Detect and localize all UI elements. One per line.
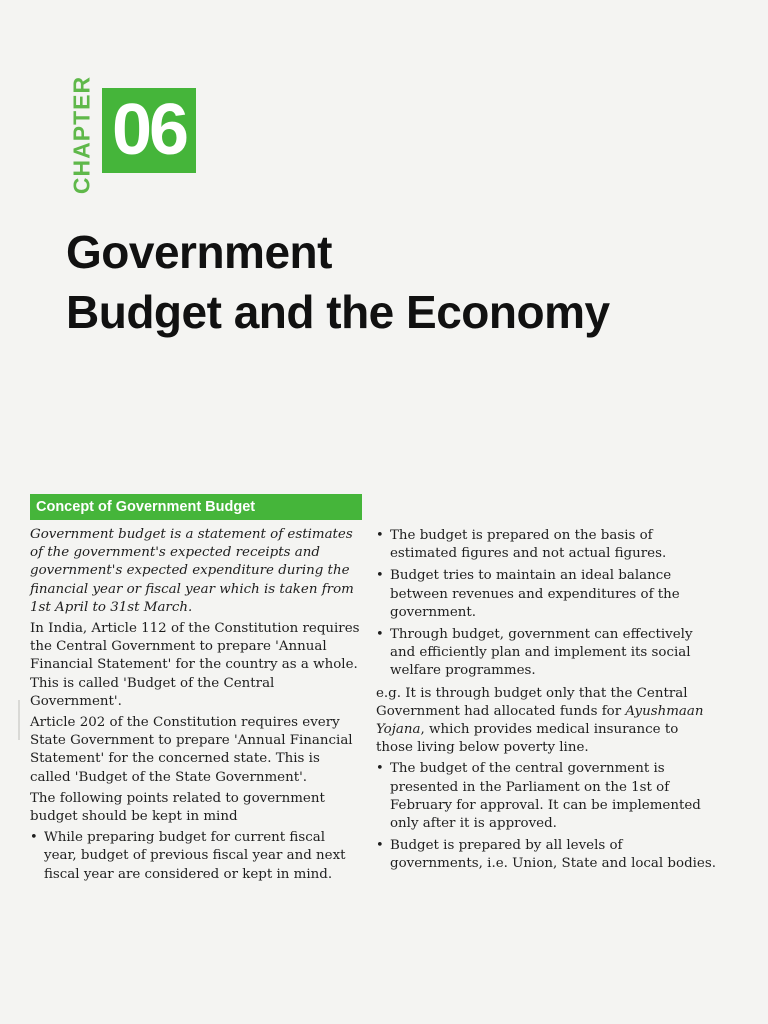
- right-bullet-list: [376, 527, 716, 681]
- example-suffix: , which provides medical insurance to those living below poverty line.: [376, 722, 679, 756]
- paragraph-article-112: In India, Article 112 of the Constitution requires the Central Government to prepare 'Annual Financial Statement' for the country as a whole. This is called 'Budget of the Central Government'.: [30, 621, 360, 709]
- budget-definition: Government budget is a statement of estimates of the government's expected receipts and government's expected expenditure during the financial year or fiscal year which is taken from 1st April to 31st March.: [30, 527, 354, 615]
- chapter-label: [62, 75, 102, 195]
- example-scheme-name: Ayushmaan Yojana: [376, 703, 704, 738]
- left-bullet-list: [30, 829, 360, 884]
- chapter-number: 06: [102, 88, 196, 173]
- chapter-title: [66, 222, 610, 342]
- list-item: • The budget of the central government is presented in the Parliament on the 1st of February for approval. It can be implemented only after it is approved.: [376, 760, 716, 833]
- list-item: • The budget is prepared on the basis of estimated figures and not actual figures.: [376, 527, 716, 563]
- example-prefix: e.g. It is through budget only that the Central Government had allocated funds for: [376, 685, 688, 719]
- chapter-title-line-1: Government: [66, 226, 332, 278]
- left-column: [30, 526, 360, 888]
- list-item: • Budget is prepared by all levels of governments, i.e. Union, State and local bodies.: [376, 837, 716, 873]
- right-bullet-list-2: [376, 760, 716, 873]
- list-item: • Through budget, government can effectively and efficiently plan and implement its social welfare programmes.: [376, 626, 716, 681]
- section-heading: Concept of Government Budget: [30, 494, 362, 520]
- right-column: [376, 527, 716, 878]
- paragraph-points-intro: The following points related to government budget should be kept in mind: [30, 790, 325, 825]
- margin-mark: [18, 700, 20, 740]
- chapter-title-line-2: Budget and the Economy: [66, 286, 610, 338]
- paragraph-article-202: Article 202 of the Constitution requires every State Government to prepare 'Annual Financial Statement' for the concerned state. This is called 'Budget of the State Government'.: [30, 715, 353, 785]
- chapter-label-text: CHAPTER: [68, 75, 95, 195]
- list-item: • Budget tries to maintain an ideal balance between revenues and expenditures of the government.: [376, 567, 716, 622]
- example-paragraph: [376, 685, 716, 758]
- list-item: • While preparing budget for current fiscal year, budget of previous fiscal year and next fiscal year are considered or kept in mind.: [30, 829, 360, 884]
